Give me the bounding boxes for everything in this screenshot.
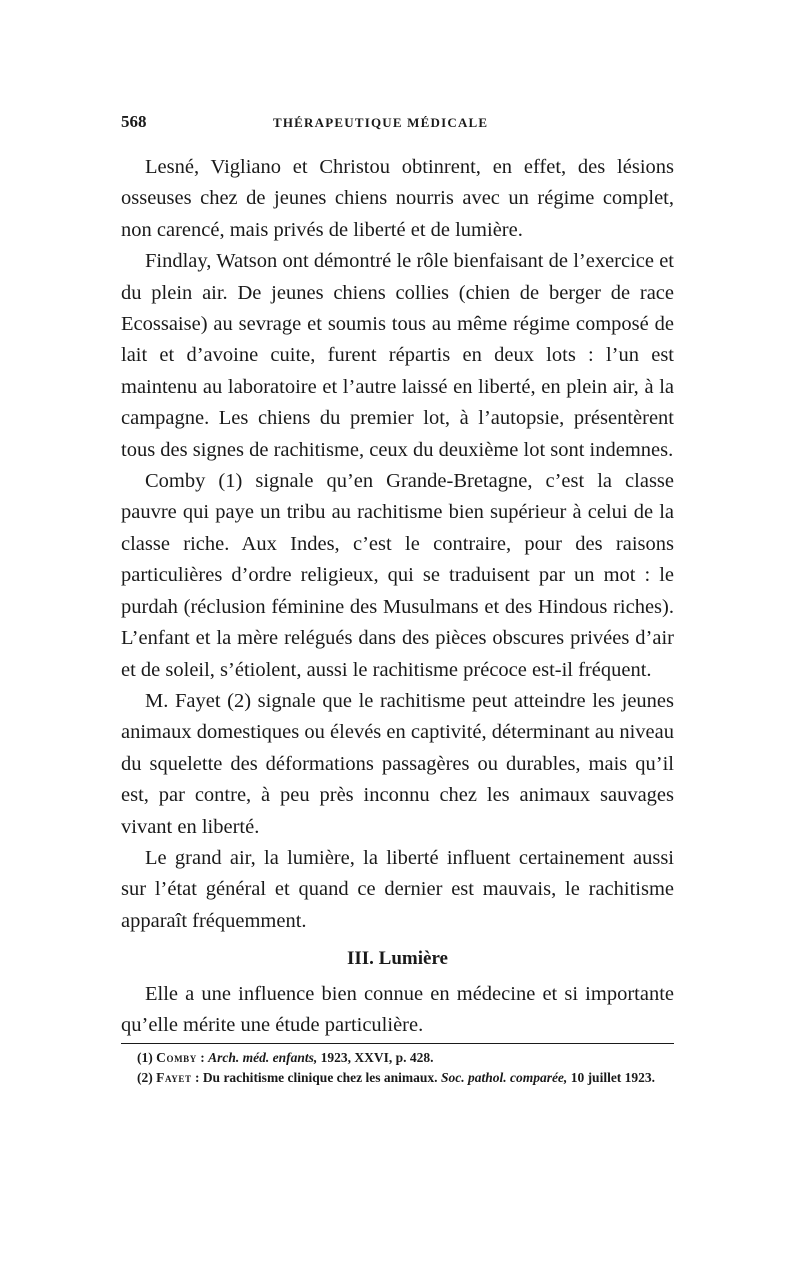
footnote-number: (2) bbox=[137, 1070, 153, 1086]
footnote-divider bbox=[121, 1043, 674, 1044]
body-text bbox=[121, 152, 674, 1041]
book-page bbox=[121, 112, 674, 1088]
footnote-details: 1923, XXVI, p. 428. bbox=[317, 1050, 434, 1066]
paragraph: Lesné, Vigliano et Christou obtinrent, en effet, des lésions osseuses chez de jeunes chiens nourris avec un régime complet, non carencé, mais privés de liberté et de lumière. bbox=[121, 156, 674, 241]
paragraph: Findlay, Watson ont démontré le rôle bienfaisant de l’exercice et du plein air. De jeunes chiens collies (chien de berger de race Ecossaise) au sevrage et soumis tous au même régime composé de lait et d’avoine cuite, furent répartis en deux lots : l’un est maintenu au laboratoire et l’autre laissé en liberté, en plein air, à la campagne. Les chiens du premier lot, à l’autopsie, présentèrent tous des signes de rachitisme, ceux du deuxième lot sont indemnes. bbox=[121, 250, 674, 461]
footnote-number: (1) bbox=[137, 1050, 153, 1066]
paragraph: M. Fayet (2) signale que le rachitisme peut atteindre les jeunes animaux domestiques ou élevés en captivité, déterminant au niveau du squelette des déformations passagères ou durables, mais qu’il est, par contre, à peu près inconnu chez les animaux sauvages vivant en liberté. bbox=[121, 689, 674, 838]
footnote-author: Comby bbox=[156, 1050, 197, 1066]
running-title: THÉRAPEUTIQUE MÉDICALE bbox=[273, 115, 489, 130]
paragraph: Comby (1) signale qu’en Grande-Bretagne, c’est la classe pauvre qui paye un tribu au rachitisme bien supérieur à celui de la classe riche. Aux Indes, c’est le contraire, pour des raisons particulières d’ordre religieux, qui se traduisent par un mot : le purdah (réclusion féminine des Musulmans et des Hindous riches). L’enfant et la mère relégués dans des pièces obscures privées d’air et de soleil, s’étiolent, aussi le rachitisme précoce est-il fréquent. bbox=[121, 470, 674, 681]
footnote-details: 10 juillet 1923. bbox=[567, 1070, 656, 1086]
section-heading: III. Lumière bbox=[347, 948, 448, 970]
footnotes bbox=[121, 1048, 674, 1088]
footnote-1 bbox=[121, 1048, 674, 1068]
footnote-separator: : bbox=[196, 1050, 209, 1066]
footnote-separator: : bbox=[191, 1070, 203, 1086]
section-paragraph: Elle a une influence bien connue en médecine et si importante qu’elle mérite une étude particulière. bbox=[121, 982, 674, 1036]
footnote-source: Soc. pathol. comparée, bbox=[440, 1070, 568, 1086]
page-number: 568 bbox=[121, 112, 147, 131]
footnote-2 bbox=[121, 1068, 674, 1088]
footnote-source: Arch. méd. enfants, bbox=[208, 1050, 318, 1066]
footnote-author: Fayet bbox=[156, 1070, 192, 1086]
page-header bbox=[121, 112, 674, 142]
paragraph: Le grand air, la lumière, la liberté influent certainement aussi sur l’état général et quand ce dernier est mauvais, le rachitisme apparaît fréquemment. bbox=[121, 846, 674, 932]
footnote-title: Du rachitisme clinique chez les animaux. bbox=[202, 1070, 441, 1086]
